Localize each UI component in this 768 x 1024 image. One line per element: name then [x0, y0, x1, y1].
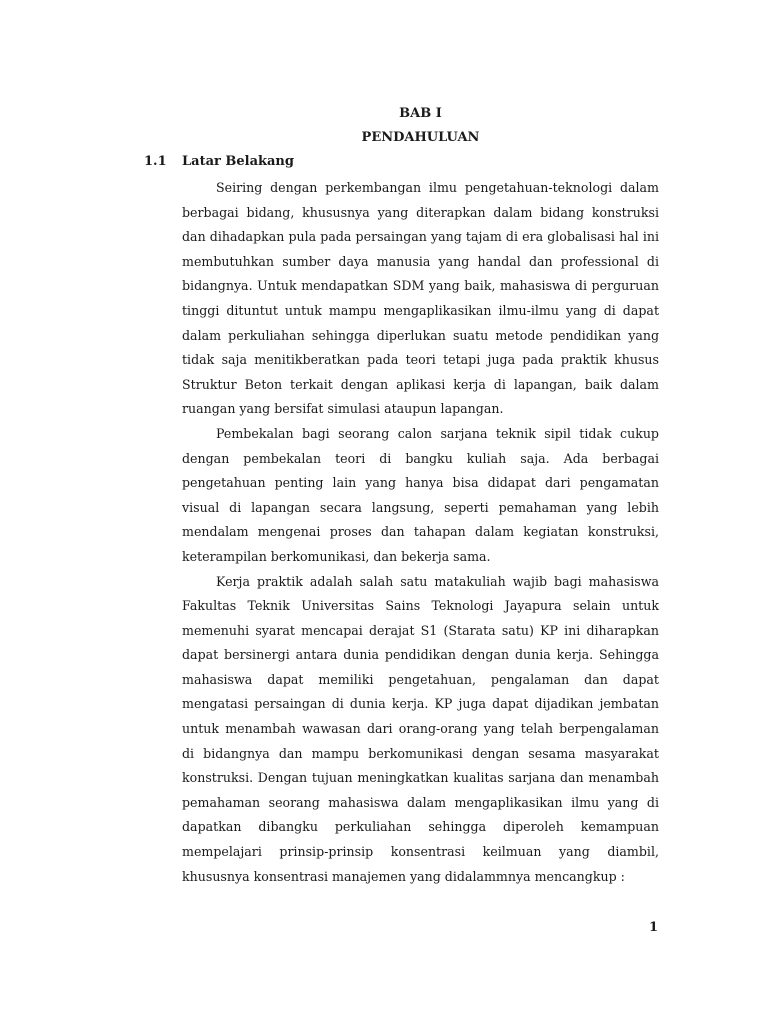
paragraph-2: Pembekalan bagi seorang calon sarjana teknik sipil tidak cukup dengan pembekalan teori di bangku kuliah saja. Ada berbagai pengetahuan penting lain yang hanya bisa didapat dari pengamatan visual di lapangan secara langsung, seperti pemahaman yang lebih mendalam mengenai proses dan tahapan dalam kegiatan konstruksi, keterampilan berkomunikasi, dan bekerja sama. [182, 425, 659, 564]
chapter-title: PENDAHULUAN [361, 130, 480, 145]
section-number: 1.1 [144, 154, 167, 169]
section-heading [144, 152, 294, 172]
paragraph-1: Seiring dengan perkembangan ilmu pengetahuan-teknologi dalam berbagai bidang, khususnya yang diterapkan dalam bidang konstruksi dan dihadapkan pula pada persaingan yang tajam di era globalisasi hal ini membutuhkan sumber daya manusia yang handal dan professional di bidangnya. Untuk mendapatkan SDM yang baik, mahasiswa di perguruan tinggi dituntut untuk mampu mengaplikasikan ilmu-ilmu yang di dapat dalam perkuliahan sehingga diperlukan suatu metode pendidikan yang tidak saja menitikberatkan pada teori tetapi juga pada praktik khusus Struktur Beton terkait dengan aplikasi kerja di lapangan, baik dalam ruangan yang bersifat simulasi ataupun lapangan. [182, 180, 659, 417]
section-title: Latar Belakang [182, 154, 294, 169]
paragraph-3: Kerja praktik adalah salah satu matakuliah wajib bagi mahasiswa Fakultas Teknik Universitas Sains Teknologi Jayapura selain untuk memenuhi syarat mencapai derajat S1 (Starata satu) KP ini diharapkan dapat bersinergi antara dunia pendidikan dengan dunia kerja. Sehingga mahasiswa dapat memiliki pengetahuan, pengalaman dan dapat mengatasi persaingan di dunia kerja. KP juga dapat dijadikan jembatan untuk menambah wawasan dari orang-orang yang telah berpengalaman di bidangnya dan mampu berkomunikasi dengan sesama masyarakat konstruksi. Dengan tujuan meningkatkan kualitas sarjana dan menambah pemahaman seorang mahasiswa dalam mengaplikasikan ilmu yang di dapatkan dibangku perkuliahan sehingga diperoleh kemampuan mempelajari prinsip-prinsip konsentrasi keilmuan yang diambil, khususnya konsentrasi manajemen yang didalammnya mencangkup : [182, 573, 659, 884]
chapter-label: BAB I [399, 106, 442, 121]
body-text [182, 176, 659, 889]
page-number: 1 [648, 920, 658, 935]
